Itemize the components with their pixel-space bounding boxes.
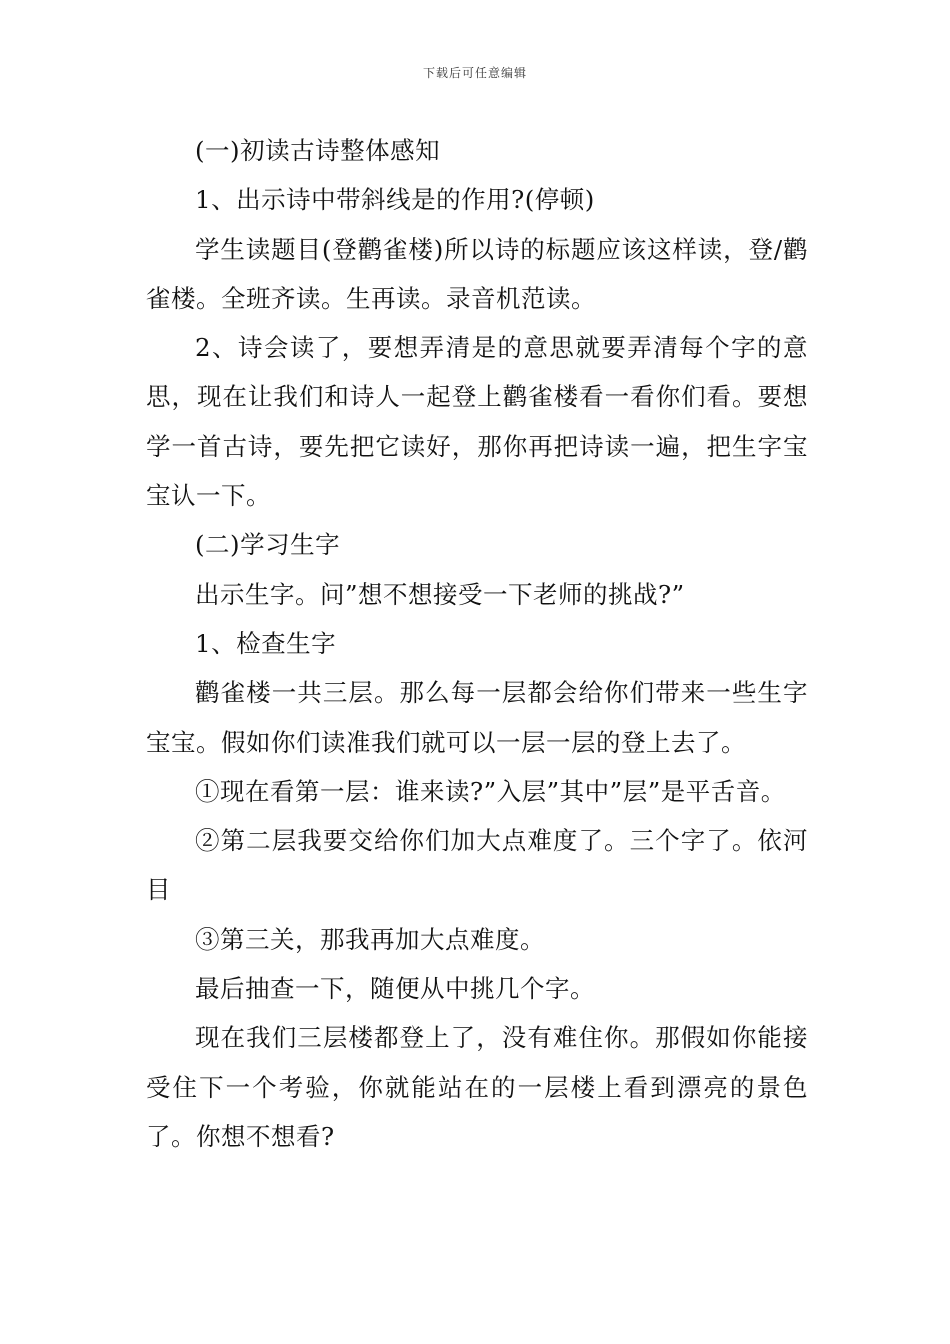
paragraph-read-title: 学生读题目(登鹳雀楼)所以诗的标题应该这样读，登/鹳雀楼。全班齐读。生再读。录音机范读。 <box>146 234 808 313</box>
paragraph-section-2-heading: (二)学习生字 <box>195 530 341 560</box>
paragraph-floor-3: ③第三关，那我再加大点难度。 <box>195 924 545 954</box>
page-header: 下载后可任意编辑 <box>422 66 527 80</box>
paragraph-spot-check: 最后抽查一下，随便从中挑几个字。 <box>195 974 595 1004</box>
paragraph-show-characters: 出示生字。问”想不想接受一下老师的挑战?” <box>195 579 685 609</box>
paragraph-item-2: 2、诗会读了，要想弄清是的意思就要弄清每个字的意思，现在让我们和诗人一起登上鹳雀楼看一看你们看。要想学一首古诗，要先把它读好，那你再把诗读一遍，把生字宝宝认一下。 <box>146 333 808 511</box>
document-body <box>146 126 808 1161</box>
paragraph-check-characters: 1、检查生字 <box>195 628 337 658</box>
paragraph-three-floors: 鹳雀楼一共三层。那么每一层都会给你们带来一些生字宝宝。假如你们读准我们就可以一层一层的登上去了。 <box>146 678 808 757</box>
paragraph-item-1: 1、出示诗中带斜线是的作用?(停顿) <box>195 185 595 215</box>
paragraph-section-1-heading: (一)初读古诗整体感知 <box>195 136 441 165</box>
paragraph-floor-1: ①现在看第一层：谁来读?”入层”其中”层”是平舌音。 <box>195 776 786 806</box>
paragraph-next-challenge: 现在我们三层楼都登上了，没有难住你。那假如你能接受住下一个考验，你就能站在的一层楼上看到漂亮的景色了。你想不想看? <box>146 1023 808 1151</box>
paragraph-floor-2: ②第二层我要交给你们加大点难度了。三个字了。依河目 <box>146 826 808 905</box>
